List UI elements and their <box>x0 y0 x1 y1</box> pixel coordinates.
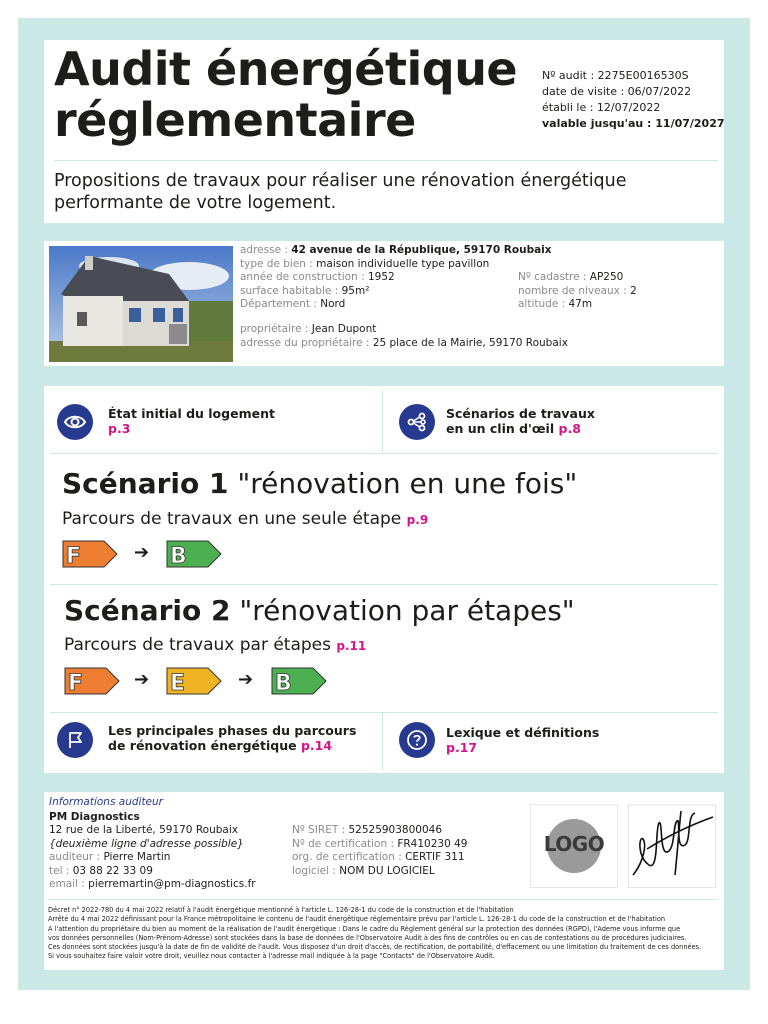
page-subtitle: Propositions de travaux pour réaliser une rénovation énergétique performante de votre logement. <box>54 171 627 213</box>
row1-divider <box>382 390 383 452</box>
scenario2-subtitle: Parcours de travaux par étapes p.11 <box>64 635 367 655</box>
property-type: type de bien : maison individuelle type pavillon <box>240 258 490 270</box>
question-icon <box>399 722 435 758</box>
auditor-email: email : pierremartin@pm-diagnostics.fr <box>49 878 256 890</box>
scenario-divider <box>50 584 718 585</box>
software: logiciel : NOM DU LOGICIEL <box>292 865 435 877</box>
arrow-icon: ➔ <box>134 542 150 563</box>
nav-lexicon-label: Lexique et définitions <box>446 725 600 740</box>
legal-line-3: A l'attention du propriétaire du bien au moment de la réalisation de l'audit énergétique : Dans le cadre du Règlement général sur la protection des données (RGPD), l'Ademe vous informe que <box>48 924 681 933</box>
nav-phases-label: Les principales phases du parcours <box>108 723 357 738</box>
scenario2-title: Scénario 2 "rénovation par étapes" <box>64 594 575 627</box>
arrow-icon: ➔ <box>238 669 254 690</box>
svg-text:F: F <box>66 544 82 568</box>
legal-line-4: vos données personnelles (Nom-Prénom-Adresse) sont stockées dans la base de données de l'Observatoire Audit à des fins de contrôles ou en cas de contestations ou de procédures judiciaires. <box>48 933 687 942</box>
scenario1-title: Scénario 1 "rénovation en une fois" <box>62 467 578 500</box>
nav-phases-label-2: de rénovation énergétique <box>108 738 297 753</box>
siret: Nº SIRET : 52525903800046 <box>292 824 442 836</box>
svg-text:B: B <box>170 544 187 568</box>
eye-icon <box>57 404 93 440</box>
department: Département : Nord <box>240 298 346 310</box>
house-photo <box>49 246 233 362</box>
svg-text:F: F <box>68 671 84 695</box>
row3-top-divider <box>50 712 718 713</box>
audit-number: Nº audit : 2275E0016530S <box>542 69 689 82</box>
legal-line-2: Arrêté du 4 mai 2022 définissant pour la France métropolitaine le contenu de l'audit énergétique réglementaire prévu par l'article L. 126-28-1 du code de la construction et de l'habitation <box>48 915 666 924</box>
cadastre-number: Nº cadastre : AP250 <box>518 271 624 283</box>
auditor-address-1: 12 rue de la Liberté, 59170 Roubaix <box>49 824 238 836</box>
row1-bottom-divider <box>50 453 718 454</box>
valid-until: valable jusqu'au : 11/07/2027 <box>542 117 725 130</box>
auditor-section-title: Informations auditeur <box>49 796 163 808</box>
certification-org: org. de certification : CERTIF 311 <box>292 851 465 863</box>
nav-scenarios-page[interactable]: p.8 <box>558 421 581 436</box>
arrow-icon: ➔ <box>134 669 150 690</box>
title-line-2: réglementaire <box>54 93 416 147</box>
nav-initial-state-page[interactable]: p.3 <box>108 421 131 436</box>
svg-text:E: E <box>170 671 186 695</box>
legal-notice <box>48 906 724 962</box>
legal-divider <box>48 899 718 900</box>
nav-scenarios[interactable] <box>446 406 595 436</box>
auditor-address-2: {deuxième ligne d'adresse possible} <box>49 838 244 850</box>
audit-meta <box>542 68 725 132</box>
legal-line-6: Si vous souhaitez faire valoir votre droit, veuillez nous contacter à l'adresse mail indiquée à la page "Contacts" de l'Observatoire Audit. <box>48 952 495 961</box>
nav-initial-state[interactable] <box>108 406 275 436</box>
nav-phases-page[interactable]: p.14 <box>300 738 333 753</box>
share-nodes-icon <box>399 404 435 440</box>
nav-scenarios-label: Scénarios de travaux <box>446 406 595 421</box>
summary-card <box>44 386 724 773</box>
signature-image <box>629 805 715 887</box>
scenario2-class-step1 <box>64 667 120 695</box>
owner: propriétaire : Jean Dupont <box>240 323 377 335</box>
page-title <box>54 44 517 146</box>
scenario1-page[interactable]: p.9 <box>406 513 429 527</box>
nav-phases[interactable] <box>108 723 356 753</box>
established-date: établi le : 12/07/2022 <box>542 101 661 114</box>
living-surface: surface habitable : 95m² <box>240 285 370 297</box>
nav-initial-state-label: État initial du logement <box>108 406 275 421</box>
header-divider <box>54 160 718 161</box>
scenario2-page[interactable]: p.11 <box>336 639 367 653</box>
row3-divider <box>382 713 383 771</box>
altitude: altitude : 47m <box>518 298 593 310</box>
auditor-name: auditeur : Pierre Martin <box>49 851 171 863</box>
signature-box <box>628 804 716 888</box>
legal-line-1: Décret n° 2022-780 du 4 mai 2022 relatif à l'audit énergétique mentionné à l'article L. 126-28-1 du code de la construction et de l'habitation <box>48 906 514 914</box>
visit-date: date de visite : 06/07/2022 <box>542 85 692 98</box>
scenario1-class-from <box>62 540 118 568</box>
scenario2-class-step3 <box>271 667 327 695</box>
svg-text:B: B <box>275 671 292 695</box>
scenario1-subtitle: Parcours de travaux en une seule étape p.9 <box>62 509 429 529</box>
certification-number: Nº de certification : FR410230 49 <box>292 838 468 850</box>
auditor-company: PM Diagnostics <box>49 811 140 823</box>
flag-icon <box>57 722 93 758</box>
nav-scenarios-label-2: en un clin d'œil <box>446 421 555 436</box>
levels-count: nombre de niveaux : 2 <box>518 285 637 297</box>
auditor-phone: tel : 03 88 22 33 09 <box>49 865 153 877</box>
logo-text: LOGO <box>543 832 605 856</box>
nav-lexicon[interactable] <box>446 725 599 755</box>
owner-address: adresse du propriétaire : 25 place de la Mairie, 59170 Roubaix <box>240 337 568 349</box>
legal-line-5: Ces données sont stockées jusqu'à la date de fin de validité de l'audit. Vous disposez d'un droit d'accès, de rectification, de portabilité, d'effacement ou une limitation du traitement de ces données. <box>48 943 702 952</box>
title-line-1: Audit énergétique <box>54 42 518 96</box>
scenario2-class-step2 <box>166 667 222 695</box>
nav-lexicon-page[interactable]: p.17 <box>446 740 478 755</box>
property-address: adresse : 42 avenue de la République, 59170 Roubaix <box>240 244 552 256</box>
construction-year: année de construction : 1952 <box>240 271 395 283</box>
scenario1-class-to <box>166 540 222 568</box>
logo-box <box>530 804 618 888</box>
